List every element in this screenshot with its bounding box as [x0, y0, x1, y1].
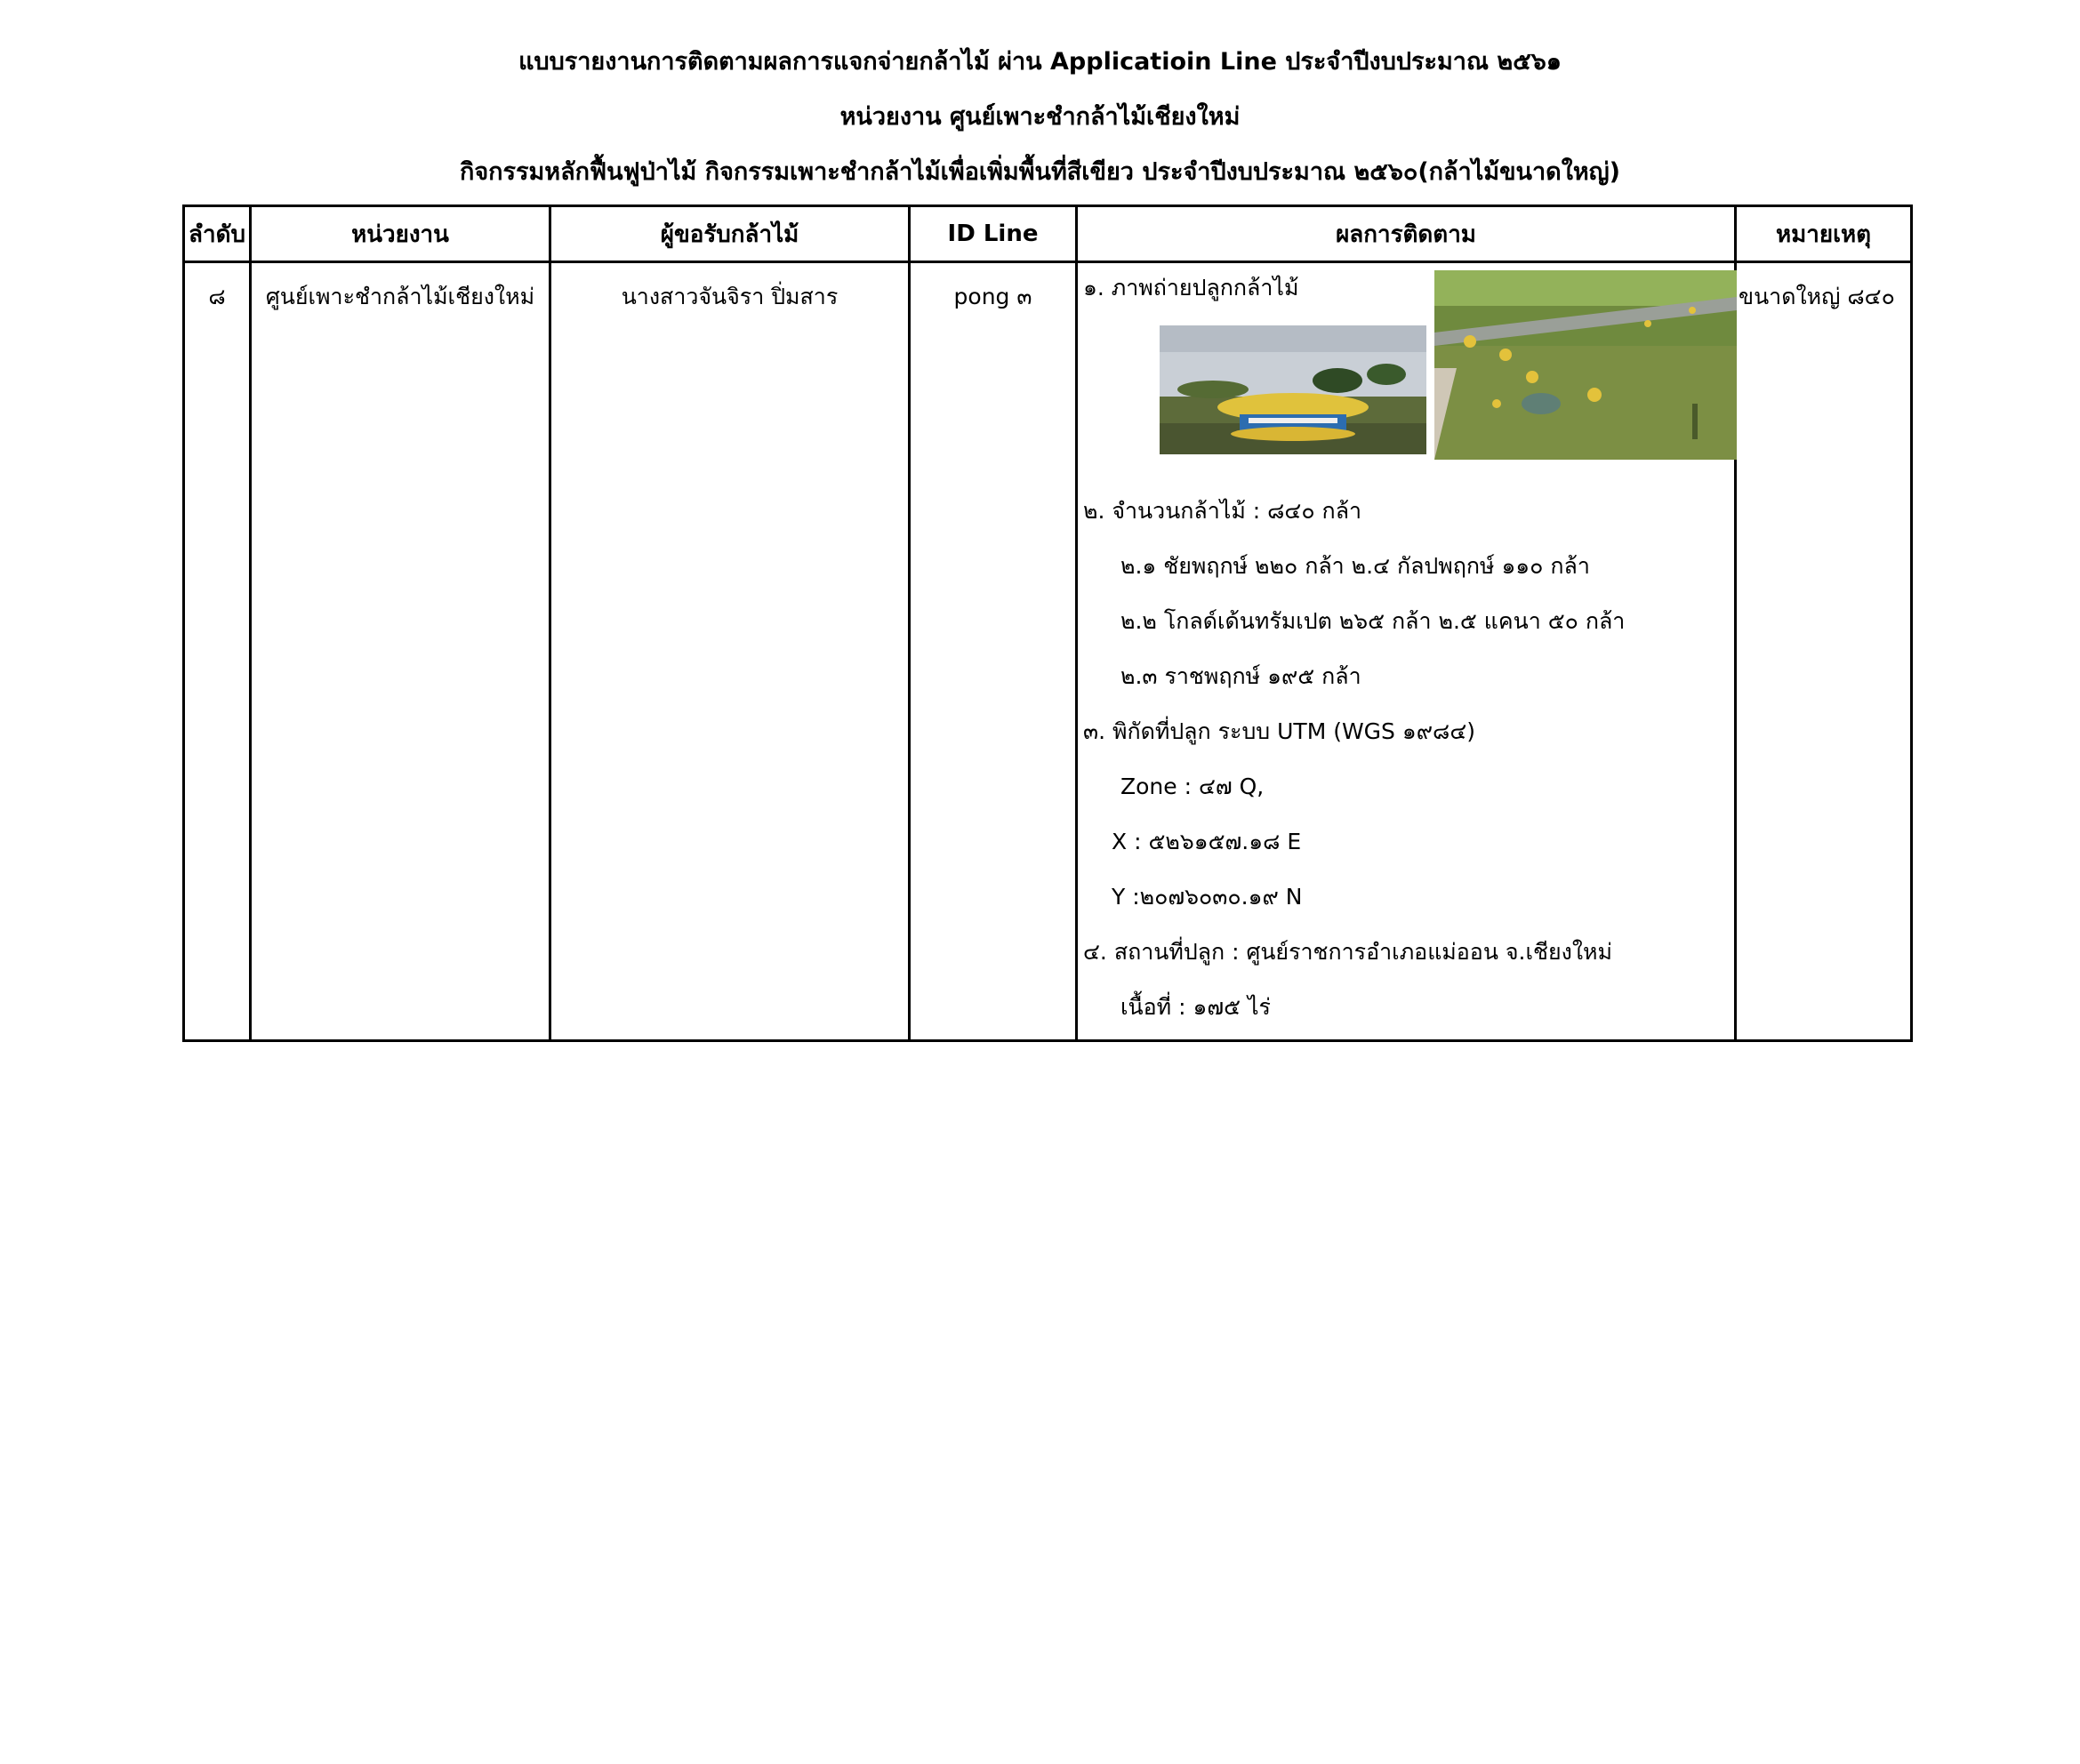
result-item-photo: ๑. ภาพถ่ายปลูกกล้าไม้ [1083, 275, 1299, 301]
table-row [184, 262, 1912, 1041]
col-header-result: ผลการติดตาม [1077, 206, 1736, 262]
result-item-coordinates: ๓. พิกัดที่ปลูก ระบบ UTM (WGS ๑๙๘๔) [1083, 718, 1476, 744]
result-x-coordinate: X : ๕๒๖๑๕๗.๑๘ E [1112, 829, 1302, 854]
header-row [184, 206, 1912, 262]
report-title: แบบรายงานการติดตามผลการแจกจ่ายกล้าไม้ ผ่าน Applicatioin Line ประจำปีงบประมาณ ๒๕๖๑ [518, 48, 1562, 76]
group-photo [1160, 325, 1426, 454]
col-header-remark: หมายเหตุ [1736, 206, 1912, 262]
result-item-location: ๔. สถานที่ปลูก : ศูนย์ราชการอำเภอแม่ออน จ.เชียงใหม่ [1083, 939, 1612, 965]
cell-requester: นางสาวจันจิรา ปิ่มสาร [550, 262, 910, 1041]
result-zone: Zone : ๔๗ Q, [1120, 774, 1265, 799]
cell-id-line: pong ๓ [910, 262, 1077, 1041]
result-area: เนื้อที่ : ๑๗๕ ไร่ [1120, 994, 1271, 1020]
cell-remark: ขนาดใหญ่ ๘๔๐ [1736, 262, 1912, 1041]
planting-photo [1434, 270, 1737, 460]
activity-title: กิจกรรมหลักฟื้นฟูป่าไม้ กิจกรรมเพาะชำกล้าไม้เพื่อเพิ่มพื้นที่สีเขียว ประจำปีงบประมาณ ๒๕๖๐(กล้าไม้ขนาดใหญ่) [459, 158, 1621, 186]
col-header-order: ลำดับ [184, 206, 251, 262]
col-header-id-line: ID Line [910, 206, 1077, 262]
cell-order: ๘ [184, 262, 251, 1041]
result-sub-2-3: ๒.๓ ราชพฤกษ์ ๑๙๕ กล้า [1120, 663, 1361, 689]
cell-result [1077, 262, 1736, 1041]
result-item-count: ๒. จำนวนกล้าไม้ : ๘๔๐ กล้า [1083, 498, 1362, 524]
report-table [182, 204, 1913, 1042]
result-sub-2-1: ๒.๑ ชัยพฤกษ์ ๒๒๐ กล้า ๒.๔ กัลปพฤกษ์ ๑๑๐ กล้า [1120, 553, 1590, 579]
result-y-coordinate: Y :๒๐๗๖๐๓๐.๑๙ N [1112, 884, 1303, 910]
col-header-agency: หน่วยงาน [251, 206, 550, 262]
cell-agency: ศูนย์เพาะชำกล้าไม้เชียงใหม่ [251, 262, 550, 1041]
agency-title: หน่วยงาน ศูนย์เพาะชำกล้าไม้เชียงใหม่ [839, 103, 1241, 131]
col-header-requester: ผู้ขอรับกล้าไม้ [550, 206, 910, 262]
result-sub-2-2: ๒.๒ โกลด์เด้นทรัมเปต ๒๖๕ กล้า ๒.๕ แคนา ๕๐ กล้า [1120, 608, 1626, 634]
